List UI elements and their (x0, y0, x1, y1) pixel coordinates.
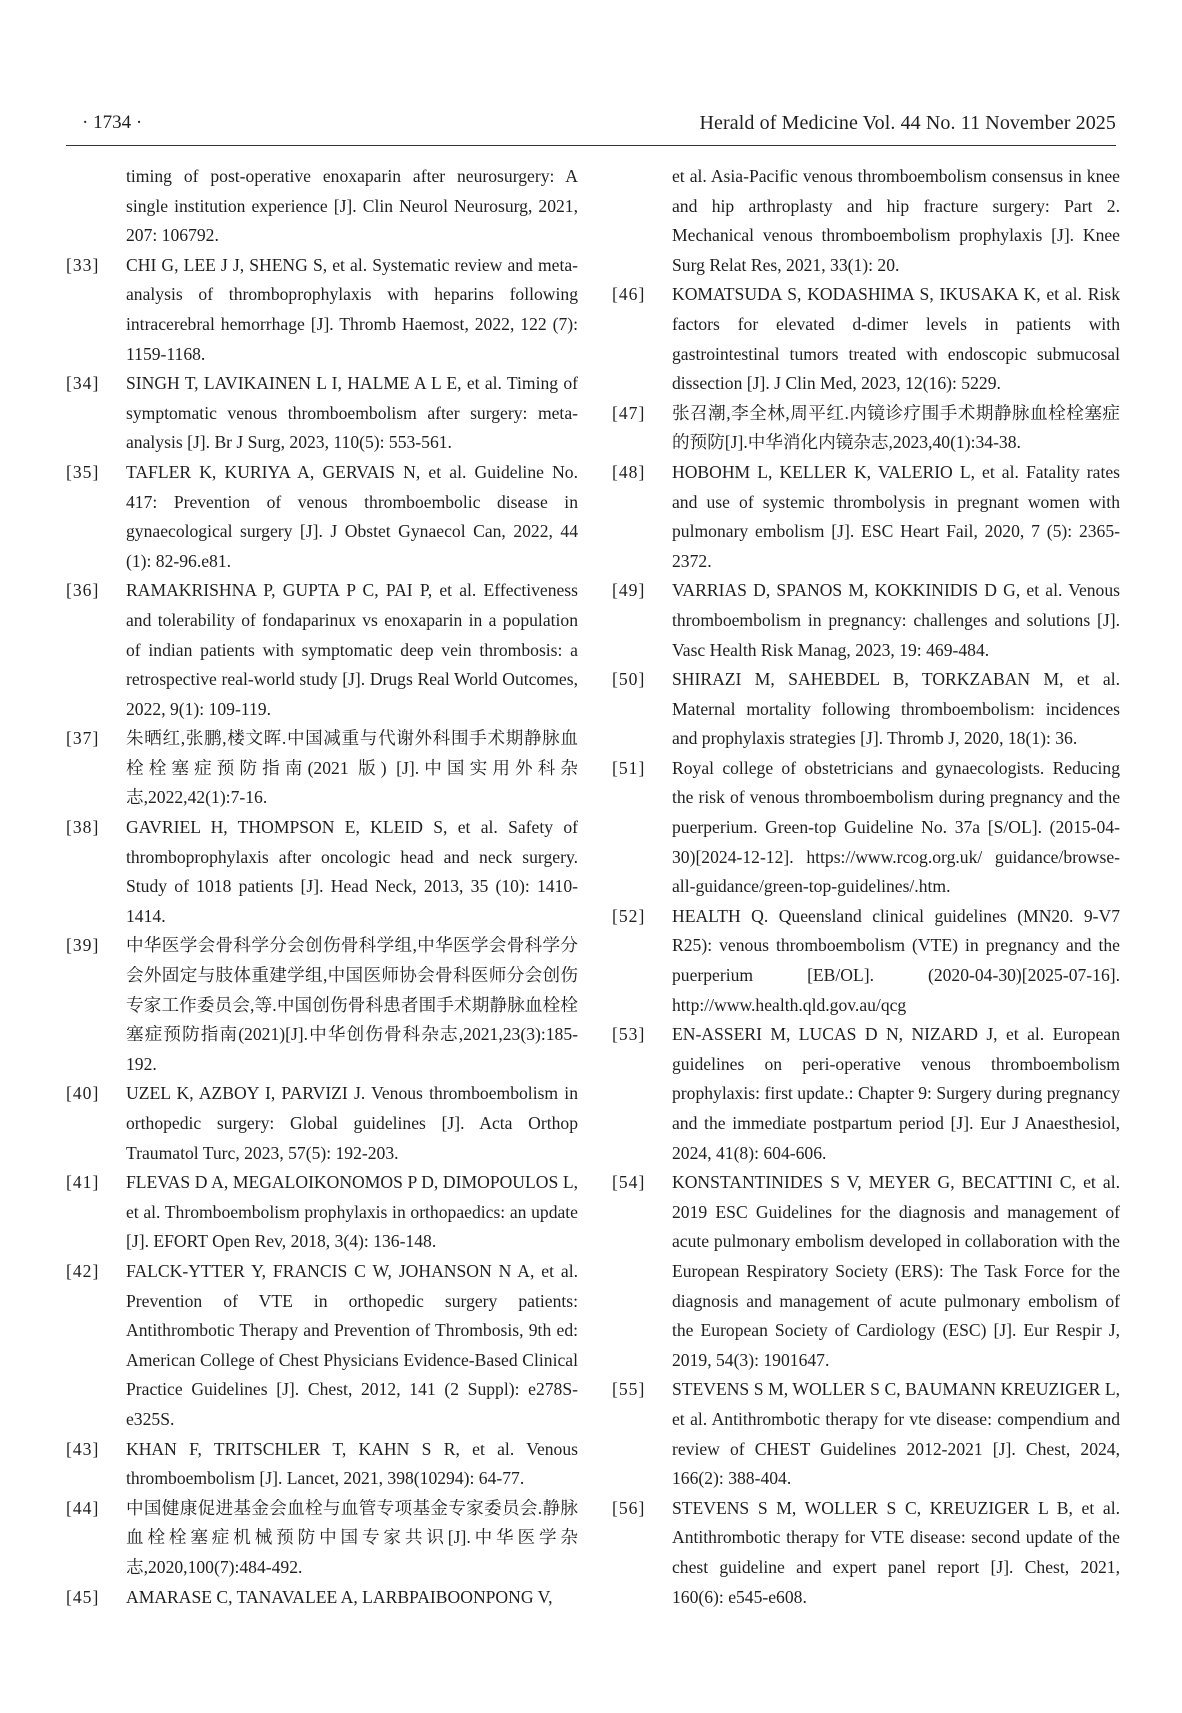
reference-entry-continued (66, 162, 578, 251)
reference-text: timing of post-operative enoxaparin after neurosurgery: A single institution experience [J]. Clin Neurol Neurosurg, 2021, 207: 106792. (126, 166, 578, 246)
reference-text: VARRIAS D, SPANOS M, KOKKINIDIS D G, et al. Venous thromboembolism in pregnancy: challenges and solutions [J]. Vasc Health Risk Manag, 2023, 19: 469-484. (672, 580, 1120, 660)
reference-entry (66, 1257, 578, 1435)
reference-number: [38] (66, 817, 100, 838)
reference-text: AMARASE C, TANAVALEE A, LARBPAIBOONPONG V, (126, 1586, 553, 1607)
reference-number: [46] (612, 284, 646, 305)
page-number: · 1734 · (82, 112, 143, 133)
reference-entry (612, 399, 1120, 458)
reference-number: [45] (66, 1586, 100, 1607)
reference-text: et al. Asia-Pacific venous thromboembolism consensus in knee and hip arthroplasty and hip fracture surgery: Part 2. Mechanical venous thromboembolism prophylaxis [J]. Knee Surg Relat Res, 2021, 33(1): 20. (672, 166, 1120, 275)
reference-text: FLEVAS D A, MEGALOIKONOMOS P D, DIMOPOULOS L, et al. Thromboembolism prophylaxis in orthopaedics: an update [J]. EFORT Open Rev, 2018, 3(4): 136-148. (126, 1172, 578, 1252)
reference-number: [49] (612, 580, 646, 601)
reference-text: RAMAKRISHNA P, GUPTA P C, PAI P, et al. Effectiveness and tolerability of fondaparinux vs enoxaparin in a population of indian patients with symptomatic deep vein thrombosis: a retrospective real-world study [J]. Drugs Real World Outcomes, 2022, 9(1): 109-119. (126, 580, 578, 719)
reference-entry (612, 1168, 1120, 1375)
reference-number: [56] (612, 1497, 646, 1518)
reference-entry (66, 931, 578, 1079)
reference-entry (612, 576, 1120, 665)
reference-text: STEVENS S M, WOLLER S C, BAUMANN KREUZIGER L, et al. Antithrombotic therapy for vte disease: compendium and review of CHEST Guidelines 2012-2021 [J]. Chest, 2024, 166(2): 388-404. (672, 1379, 1120, 1489)
reference-number: [37] (66, 728, 100, 749)
reference-number: [34] (66, 373, 100, 394)
reference-entry (66, 724, 578, 813)
reference-text: UZEL K, AZBOY I, PARVIZI J. Venous thromboembolism in orthopedic surgery: Global guidelines [J]. Acta Orthop Traumatol Turc, 2023, 57(5): 192-203. (126, 1083, 578, 1163)
reference-entry (612, 665, 1120, 754)
reference-entry (66, 369, 578, 458)
reference-entry (612, 1375, 1120, 1493)
reference-number: [35] (66, 461, 100, 482)
reference-text: 中国健康促进基金会血栓与血管专项基金专家委员会.静脉血栓栓塞症机械预防中国专家共识[J].中华医学杂志,2020,100(7):484-492. (126, 1497, 578, 1577)
reference-column-right (612, 162, 1120, 1612)
reference-text: TAFLER K, KURIYA A, GERVAIS N, et al. Guideline No. 417: Prevention of venous thromboembolic disease in gynaecological surgery [J]. J Obstet Gynaecol Can, 2022, 44 (1): 82-96.e81. (126, 461, 578, 571)
reference-text: FALCK-YTTER Y, FRANCIS C W, JOHANSON N A, et al. Prevention of VTE in orthopedic surgery patients: Antithrombotic Therapy and Prevention of Thrombosis, 9th ed: American College of Chest Physicians Evidence-Based Clinical Practice Guidelines [J]. Chest, 2012, 141 (2 Suppl): e278S-e325S. (126, 1260, 578, 1429)
reference-number: [50] (612, 669, 646, 690)
reference-number: [41] (66, 1172, 100, 1193)
reference-text: 朱晒红,张鹏,楼文晖.中国减重与代谢外科围手术期静脉血栓栓塞症预防指南(2021 版) [J].中国实用外科杂志,2022,42(1):7-16. (126, 728, 578, 808)
reference-text: HEALTH Q. Queensland clinical guidelines (MN20. 9-V7 R25): venous thromboembolism (VTE) in pregnancy and the puerperium [EB/OL]. (2020-04-30)[2025-07-16]. http://www.health.qld.gov.au/qcg (672, 905, 1120, 1015)
reference-column-left (66, 162, 578, 1612)
reference-text: 中华医学会骨科学分会创伤骨科学组,中华医学会骨科学分会外固定与肢体重建学组,中国医师协会骨科医师分会创伤专家工作委员会,等.中国创伤骨科患者围手术期静脉血栓栓塞症预防指南(2021)[J].中华创伤骨科杂志,2021,23(3):185-192. (126, 935, 578, 1074)
reference-text: CHI G, LEE J J, SHENG S, et al. Systematic review and meta-analysis of thromboprophylaxis with heparins following intracerebral hemorrhage [J]. Thromb Haemost, 2022, 122 (7): 1159-1168. (126, 254, 578, 364)
reference-number: [53] (612, 1024, 646, 1045)
reference-number: [51] (612, 757, 646, 778)
reference-entry (66, 1079, 578, 1168)
reference-entry (612, 1020, 1120, 1168)
reference-text: KONSTANTINIDES S V, MEYER G, BECATTINI C, et al. 2019 ESC Guidelines for the diagnosis and management of acute pulmonary embolism developed in collaboration with the European Respiratory Society (ERS): The Task Force for the diagnosis and management of acute pulmonary embolism of the European Society of Cardiology (ESC) [J]. Eur Respir J, 2019, 54(3): 1901647. (672, 1172, 1120, 1370)
reference-text: Royal college of obstetricians and gynaecologists. Reducing the risk of venous thromboembolism during pregnancy and the puerperium. Green-top Guideline No. 37a [S/OL]. (2015-04-30)[2024-12-12]. https://www.rcog.org.uk/ guidance/browse-all-guidance/green-top-guidelines/.htm. (672, 757, 1120, 897)
reference-entry (66, 1494, 578, 1583)
reference-entry (612, 280, 1120, 398)
reference-entry (66, 576, 578, 724)
reference-number: [44] (66, 1497, 100, 1518)
reference-text: SHIRAZI M, SAHEBDEL B, TORKZABAN M, et al. Maternal mortality following thromboembolism: incidences and prophylaxis strategies [J]. Thromb J, 2020, 18(1): 36. (672, 669, 1120, 749)
reference-entry (612, 902, 1120, 1020)
reference-text: KOMATSUDA S, KODASHIMA S, IKUSAKA K, et al. Risk factors for elevated d-dimer levels in patients with gastrointestinal tumors treated with endoscopic submucosal dissection [J]. J Clin Med, 2023, 12(16): 5229. (672, 284, 1120, 394)
reference-entry (66, 1435, 578, 1494)
reference-entry (612, 754, 1120, 902)
reference-entry (66, 458, 578, 576)
reference-number: [43] (66, 1438, 100, 1459)
reference-entry-continued (612, 162, 1120, 280)
reference-text: GAVRIEL H, THOMPSON E, KLEID S, et al. Safety of thromboprophylaxis after oncologic head and neck surgery. Study of 1018 patients [J]. Head Neck, 2013, 35 (10): 1410-1414. (126, 817, 578, 926)
page-header (66, 108, 1116, 142)
reference-number: [36] (66, 580, 100, 601)
reference-number: [33] (66, 254, 100, 275)
reference-number: [55] (612, 1379, 646, 1400)
reference-entry (66, 1583, 578, 1613)
reference-number: [42] (66, 1260, 100, 1281)
reference-entry (66, 1168, 578, 1257)
reference-text: EN-ASSERI M, LUCAS D N, NIZARD J, et al. European guidelines on peri-operative venous thromboembolism prophylaxis: first update.: Chapter 9: Surgery during pregnancy and the immediate postpartum period [J]. Eur J Anaesthesiol, 2024, 41(8): 604-606. (672, 1024, 1120, 1163)
reference-text: SINGH T, LAVIKAINEN L I, HALME A L E, et al. Timing of symptomatic venous thromboembolism after surgery: meta-analysis [J]. Br J Surg, 2023, 110(5): 553-561. (126, 373, 578, 453)
reference-entry (66, 251, 578, 369)
reference-number: [54] (612, 1172, 646, 1193)
reference-text: 张召潮,李全林,周平红.内镜诊疗围手术期静脉血栓栓塞症的预防[J].中华消化内镜杂志,2023,40(1):34-38. (672, 402, 1120, 453)
reference-entry (612, 458, 1120, 576)
reference-number: [52] (612, 905, 646, 926)
reference-number: [48] (612, 461, 646, 482)
reference-entry (66, 813, 578, 931)
journal-title: Herald of Medicine Vol. 44 No. 11 November 2025 (699, 112, 1116, 134)
header-rule (66, 145, 1116, 146)
reference-number: [39] (66, 935, 100, 956)
reference-text: KHAN F, TRITSCHLER T, KAHN S R, et al. Venous thromboembolism [J]. Lancet, 2021, 398(10294): 64-77. (126, 1438, 578, 1489)
reference-entry (612, 1494, 1120, 1612)
reference-text: STEVENS S M, WOLLER S C, KREUZIGER L B, et al. Antithrombotic therapy for VTE disease: second update of the chest guideline and expert panel report [J]. Chest, 2021, 160(6): e545-e608. (672, 1497, 1120, 1607)
reference-text: HOBOHM L, KELLER K, VALERIO L, et al. Fatality rates and use of systemic thrombolysis in pregnant women with pulmonary embolism [J]. ESC Heart Fail, 2020, 7 (5): 2365-2372. (672, 461, 1120, 571)
reference-number: [47] (612, 402, 646, 423)
reference-number: [40] (66, 1083, 100, 1104)
